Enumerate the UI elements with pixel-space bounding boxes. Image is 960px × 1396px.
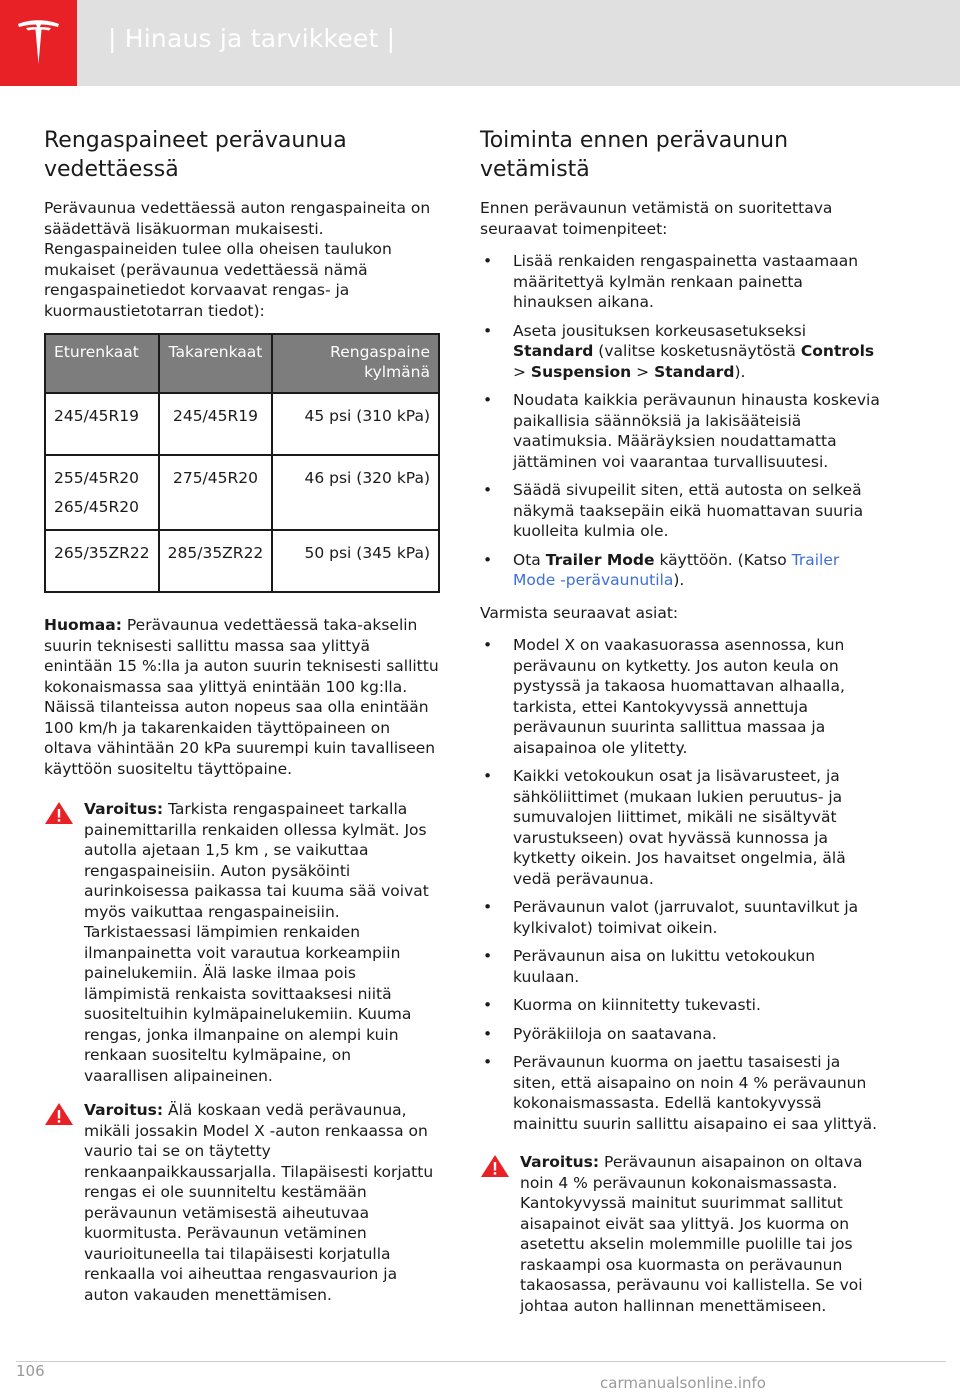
tire-pressure-table — [44, 333, 440, 593]
before-towing-heading: Toiminta ennen perävaunun vetämistä — [480, 128, 789, 182]
bullet-icon: • — [483, 252, 493, 270]
list-item-text: Perävaunun aisa on lukittu vetokoukun kuulaan. — [513, 947, 816, 986]
warning-block — [44, 799, 440, 1086]
setting-standard: Standard — [513, 342, 594, 360]
bullet-icon: • — [483, 898, 493, 916]
tire-size: 245/45R19 — [54, 407, 140, 425]
warning-label: Varoitus: — [520, 1153, 600, 1171]
before-towing-intro: Ennen perävaunun vetämistä on suoritettava seuraavat toimenpiteet: — [480, 199, 833, 238]
warning-block — [480, 1152, 880, 1316]
table-cell-front — [45, 393, 159, 455]
bullet-icon: • — [483, 1053, 493, 1071]
table-row — [45, 530, 439, 592]
table-cell-pressure: 45 psi (310 kPa) — [272, 393, 439, 455]
bullet-icon: • — [483, 996, 493, 1014]
tesla-logo-icon — [16, 18, 61, 66]
list-item — [480, 251, 880, 313]
menu-controls: Controls — [800, 342, 875, 360]
list-item-text: Ota — [513, 550, 546, 569]
table-cell-pressure: 50 psi (345 kPa) — [272, 530, 439, 592]
trailer-mode-link[interactable]: Trailer Mode -perävaunutila — [513, 550, 840, 589]
list-item — [480, 897, 880, 938]
footer-divider — [16, 1361, 946, 1362]
verification-list — [480, 635, 880, 1134]
page-number: 106 — [16, 1362, 45, 1380]
bullet-icon: • — [483, 391, 493, 409]
table-cell-rear: 275/45R20 — [159, 455, 273, 530]
list-item-text: Perävaunun valot (jarruvalot, suuntavilkut ja kylkivalot) toimivat oikein. — [513, 898, 859, 937]
table-row — [45, 455, 439, 530]
list-item — [480, 1052, 880, 1134]
note-text: Perävaunua vedettäessä taka-akselin suurin teknisesti sallittu massa saa ylittyä enintään 15 %:lla ja auton suurin teknisesti sallittu kokonaismassa saa ylittyä enintään 100 kg:lla. Näissä tilanteissa auton nopeus saa olla enintään 100 km/h ja takarenkaiden täyttöpaineen on oltava vähintään 20 kPa suurempi kuin tavalliseen käyttöön suositeltu täyttöpaine. — [44, 616, 439, 778]
list-item — [480, 1024, 880, 1045]
list-item — [480, 321, 880, 383]
tire-size: 265/35ZR22 — [54, 544, 150, 562]
list-item — [480, 550, 880, 591]
table-cell-pressure: 46 psi (320 kPa) — [272, 455, 439, 530]
list-item — [480, 946, 880, 987]
list-item-text: Kuorma on kiinnitetty tukevasti. — [513, 996, 761, 1014]
bullet-icon: • — [483, 550, 493, 569]
warning-text: Älä koskaan vedä perävaunua, mikäli jossakin Model X -auton renkaassa on vaurio tai se on täytetty renkaanpaikkaussarjalla. Tilapäisesti korjattu rengas ei ole suunniteltu kestämään perävaunun vetämisestä aiheutuvaa kuormitusta. Perävaunun vetäminen vaurioituneella tai tilapäisesti korjatulla renkaalla voi aiheuttaa rengasvaurion ja auton vakauden menettämisen. — [84, 1101, 434, 1304]
warning-text: Tarkista rengaspaineet tarkalla painemittarilla renkaiden ollessa kylmät. Jos autolla ajetaan 1,5 km , se vaikuttaa rengaspaineisiin. Auton pysäköinti aurinkoisessa paikassa tai kuuma sää voivat myös vaikuttaa rengaspaineisiin. Tarkistaessasi lämpimien renkaiden ilmanpainetta voit varautua korkeampiin painelukemiin. Älä laske ilmaa pois lämpimistä renkaista sovittaaksesi niitä suositeltuihin kylmäpainelukemiin. Kuuma rengas, jonka ilmanpaine on alempi kuin renkaan suositeltu kylmäpaine, on vaarallisen alipaineinen. — [84, 800, 429, 1085]
bullet-icon: • — [483, 1024, 493, 1043]
table-header-front: Eturenkaat — [45, 334, 159, 393]
warning-triangle-icon — [44, 801, 74, 825]
warning-label: Varoitus: — [84, 1101, 164, 1119]
list-item — [480, 995, 880, 1016]
list-item — [480, 766, 880, 889]
table-row — [45, 393, 439, 455]
watermark: carmanualsonline.info — [600, 1374, 766, 1392]
list-item — [480, 390, 880, 472]
list-item-text: Kaikki vetokoukun osat ja lisävarusteet, ja sähköliittimet (mukaan lukien peruutus- ja sumuvalojen liittimet, mikäli ne sisältyvät varustukseen) ovat hyvässä kunnossa ja kytketty oikein. Jos havaitset ongelmia, älä vedä perävaunua. — [513, 767, 846, 888]
table-header-row — [45, 334, 439, 393]
warning-block — [44, 1100, 440, 1305]
list-item-text: Säädä sivupeilit siten, että autosta on selkeä näkymä taaksepäin eikä huomattavan suuria kuolleita kulmia ole. — [513, 481, 864, 540]
note-label: Huomaa: — [44, 616, 122, 634]
table-header-pressure: Rengaspaine kylmänä — [272, 334, 439, 393]
warning-triangle-icon — [480, 1154, 510, 1178]
note-paragraph — [44, 615, 440, 779]
tire-size: 265/45R20 — [54, 497, 140, 516]
trailer-mode-label: Trailer Mode — [545, 550, 655, 569]
menu-standard: Standard — [654, 362, 735, 381]
list-item-text: Pyöräkiiloja on saatavana. — [513, 1024, 717, 1043]
bullet-icon: • — [483, 481, 493, 499]
table-cell-front — [45, 455, 159, 530]
menu-separator: > — [513, 362, 531, 381]
tire-size: 255/45R20 — [54, 469, 140, 487]
tire-pressure-heading: Rengaspaineet perävaunua vedettäessä — [44, 128, 347, 182]
table-cell-front — [45, 530, 159, 592]
table-cell-rear: 285/35ZR22 — [159, 530, 273, 592]
warning-text: Perävaunun aisapainon on oltava noin 4 % perävaunun kokonaismassasta. Kantokyvyssä mainitut suurimmat sallitut aisapainot eivät saa ylittyä. Jos kuorma on asetettu akselin molemmille puolille tai jos raskaampi osa kuormasta on perävaunun takaosassa, perävaunu voi kallistella. Se voi johtaa auton hallinnan menettämiseen. — [520, 1153, 863, 1315]
list-item — [480, 635, 880, 758]
warning-label: Varoitus: — [84, 800, 164, 818]
section-title: | Hinaus ja tarvikkeet | — [108, 24, 396, 53]
warning-triangle-icon — [44, 1102, 74, 1126]
page-header — [0, 0, 960, 86]
list-item-text: Lisää renkaiden rengaspainetta vastaamaan määritettyä kylmän renkaan painetta hinauksen aikana. — [513, 252, 859, 311]
bullet-icon: • — [483, 636, 493, 654]
list-item-text: Model X on vaakasuorassa asennossa, kun perävaunu on kytketty. Jos auton keula on pystyssä ja takaosa huomattavan alhaalla, tarkista, ettei Kantokyvyssä annettuja perävaunun suurinta sallittua massaa ja aisapainoa ole ylitetty. — [513, 636, 845, 757]
preparation-list — [480, 251, 880, 591]
table-cell-rear: 245/45R19 — [159, 393, 273, 455]
left-column — [44, 126, 440, 1319]
bullet-icon: • — [483, 321, 493, 340]
list-item-text: ). — [734, 362, 746, 381]
menu-separator: > — [631, 362, 655, 381]
right-column — [480, 126, 880, 1330]
list-item-text: ). — [673, 571, 685, 589]
list-item-text: käyttöön. (Katso — [654, 550, 792, 569]
table-header-rear: Takarenkaat — [159, 334, 273, 393]
list-item — [480, 480, 880, 542]
list-item-text: Aseta jousituksen korkeusasetukseksi — [513, 321, 807, 340]
bullet-icon: • — [483, 767, 493, 785]
logo-box — [0, 0, 77, 86]
verify-intro: Varmista seuraavat asiat: — [480, 603, 679, 622]
list-item-text: Perävaunun kuorma on jaettu tasaisesti ja siten, että aisapaino on noin 4 % perävaunun kokonaismassasta. Edellä kantokyvyssä mainittu suurin sallittu aisapaino ei saa ylittyä. — [513, 1053, 878, 1133]
list-item-text: Noudata kaikkia perävaunun hinausta koskevia paikallisia säännöksiä ja lakisääteisiä vaatimuksia. Määräyksien noudattamatta jättäminen voi vaarantaa turvallisuutesi. — [513, 391, 880, 471]
menu-suspension: Suspension — [530, 362, 632, 381]
tire-pressure-intro: Perävaunua vedettäessä auton rengaspaineita on säädettävä lisäkuorman mukaisesti. Rengaspaineiden tulee olla oheisen taulukon mukaiset (perävaunua vedettäessä nämä rengaspainetiedot korvaavat rengas- ja kuormaustietotarran tiedot): — [44, 199, 431, 320]
bullet-icon: • — [483, 947, 493, 965]
list-item-text: (valitse kosketusnäytöstä — [593, 342, 801, 360]
